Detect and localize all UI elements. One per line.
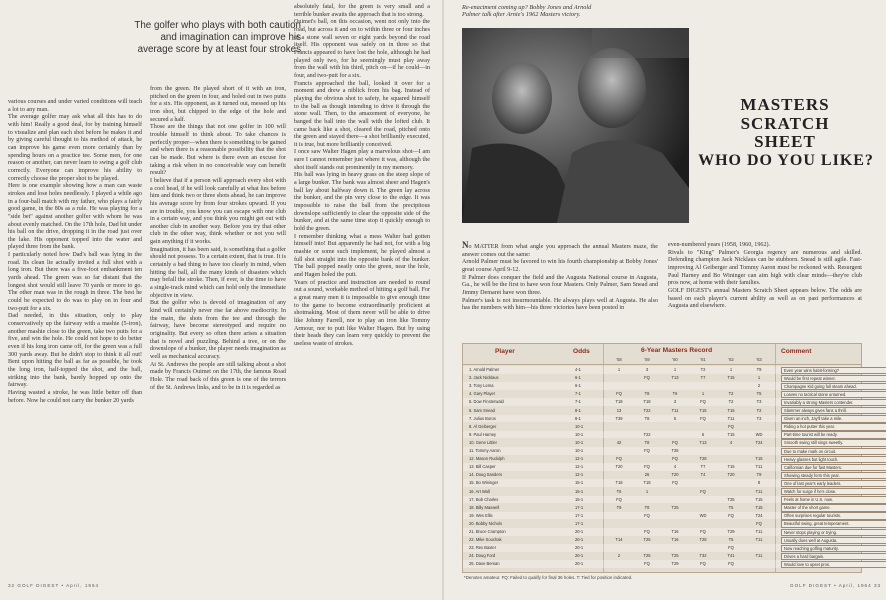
record-cell: FQ — [644, 529, 650, 534]
player-comment: Usually does well at Augusta. — [781, 537, 886, 544]
player-comment: Even year wins habit-forming? — [781, 367, 886, 374]
article-column-1: various courses and under varied conditions will teach a lot to any man. The average golfer may ask what all this has to do with him! Really a good deal, for by training himself to visualize and plan each shot before he makes it and by giving careful thought to his method of attack, he can improve his game even more certainly than by spending hours on a practice tee. Some men, for one reason or another, can never learn to swing a golf club correctly. Everyone can improve his ability to correctly choose the proper shot to be played. Here is one example showing how a man can waste strokes and lose holes needlessly. I played a while ago in a four-ball match with my father, who plays a fairly good game, in the 80s as a rule. He was playing for a "side bet" against another golfer with whom he was about evenly matched. On the 17th hole, Dad hit under his ball on the drive, dropping it in the road just over the lake. His opponent topped into the water and played three from the bank. I particularly noted how Dad's ball was lying in the road. Its clean lie actually invited a full shot with a long iron. But there was a five-foot embankment ten yards ahead. The green was so far distant that the longest shot would still leave 70 yards or more to go. The other man was in the rough in three. The best he could be expected to do was to play on in four and two-putt for a six. Dad needed, in this situation, only to play conservatively up the fairway with a mashie (5-iron), another mashie close to the green, take two putts for a five, and win the hole. He could not hope to do better even if his long iron came off, for the green was a full 300 yards away. But he didn't stop to think it all out! Bent upon hitting the ball as far as possible, he took the long iron, half-topped the shot, and the ball, striking into the bank, barely hopped up onto the fairway. Having wasted a stroke, he was little better off than before. Now he could not carry the bunker 20 yards — [8, 99, 142, 404]
player-name: 7. Julius Boros — [469, 415, 496, 421]
player-odds: 20-1 — [575, 537, 584, 543]
record-cell: FQ — [756, 520, 762, 526]
record-cell: T3 — [756, 399, 762, 405]
table-footnote: *Denotes amateur. FQ: Failed to qualify for final 36 holes. T: Tied for position indicated. — [464, 575, 633, 580]
record-cell: T20 — [615, 464, 623, 470]
player-comment: Slammer always gives fans a thrill. — [781, 407, 886, 414]
record-cell: 1 — [617, 367, 621, 372]
table-row — [463, 415, 861, 423]
player-name: 16. Art Wall — [469, 488, 490, 494]
player-name: 6. Sam Snead — [469, 407, 495, 413]
record-cell: T9 — [756, 472, 762, 478]
player-comment: Now reaching golfing maturity. — [781, 545, 886, 552]
player-name: 19. Wes Ellis — [469, 512, 493, 518]
record-cell: T25 — [671, 448, 679, 453]
player-odds: 20-1 — [575, 545, 584, 551]
record-cell: T20 — [727, 472, 735, 478]
player-odds: 7-1 — [575, 391, 581, 397]
player-odds: 17-1 — [575, 504, 584, 510]
table-row — [463, 455, 861, 463]
record-cell: FQ — [644, 375, 650, 381]
year-1959: '59 — [644, 357, 650, 362]
table-row — [463, 407, 861, 415]
record-cell: T39 — [615, 415, 623, 421]
table-row — [463, 390, 861, 398]
record-cell: T11 — [755, 529, 763, 534]
player-comment: Loaves no tactical stone unturned. — [781, 391, 886, 398]
player-name: 20. Bobby Nichols — [469, 520, 502, 526]
who-do-you-like-headline: WHO DO YOU LIKE? — [698, 152, 874, 169]
table-row — [463, 398, 861, 406]
year-1961: '61 — [700, 357, 706, 362]
photo-caption: Re-enactment coming up? Bobby Jones and Arnold Palmer talk after Arnie's 1962 Masters victory. — [462, 4, 592, 19]
player-odds: 12-1 — [575, 472, 584, 478]
record-cell: 4 — [729, 439, 733, 445]
record-cell: T13 — [671, 375, 679, 381]
table-row — [463, 520, 861, 528]
player-comment: Part-time tourist will be ready. — [781, 431, 886, 438]
player-comment: Would be first repeat winner. — [781, 375, 886, 382]
headline-line-1: MASTERS — [740, 95, 830, 114]
record-cell: T7 — [700, 464, 706, 470]
drop-cap: N — [462, 240, 469, 250]
record-cell: 13 — [616, 407, 622, 413]
record-cell: T29 — [727, 529, 735, 534]
player-name: 10. Gene Littler — [469, 439, 497, 445]
record-cell: FQ — [728, 545, 734, 551]
table-row — [463, 528, 861, 536]
player-name: 4. Gary Player — [469, 391, 496, 397]
player-comment: Due to make mark on circuit. — [781, 448, 886, 455]
record-cell: T16 — [671, 529, 679, 534]
player-odds: 10-1 — [575, 423, 584, 429]
record-cell: T16 — [671, 537, 679, 543]
player-odds: 10-1 — [575, 439, 584, 445]
record-cell: T29 — [671, 561, 679, 567]
header-odds: Odds — [573, 348, 590, 355]
record-cell: FQ — [672, 480, 678, 486]
record-cell: T8 — [644, 415, 650, 421]
player-odds: 6-1 — [575, 375, 581, 381]
record-cell: FQ — [728, 512, 734, 518]
player-name: 8. Al Geiberger — [469, 423, 497, 429]
record-cell: 1 — [701, 391, 705, 397]
record-cell: T6 — [616, 488, 622, 494]
player-comment: Californian due for fast Masters. — [781, 464, 886, 471]
record-cell: T25 — [643, 537, 651, 543]
record-cell: T5 — [728, 537, 734, 543]
table-row — [463, 496, 861, 504]
player-name: 25. Dave Beman — [469, 561, 500, 567]
record-cell: FQ — [700, 529, 706, 534]
player-comment: One of last year's early leaders. — [781, 480, 886, 487]
record-cell: T2 — [728, 391, 734, 397]
player-comment: Master of the short game. — [781, 504, 886, 511]
player-name: 23. Rex Baxter — [469, 545, 497, 551]
record-cell: T22 — [643, 407, 651, 413]
player-comment: Often surprises regular tourists. — [781, 512, 886, 519]
record-cell: WD — [699, 512, 707, 518]
header-record: 6-Year Masters Record — [641, 347, 713, 354]
table-row — [463, 439, 861, 447]
record-cell: 42 — [616, 439, 622, 445]
player-odds: 20-1 — [575, 561, 584, 567]
player-name: 11. Tommy Aaron — [469, 448, 501, 453]
record-cell: 1 — [645, 488, 649, 494]
player-odds: 6-1 — [575, 383, 581, 389]
year-1958: '58 — [616, 357, 622, 362]
record-cell: T15 — [755, 456, 763, 462]
record-cell: 4 — [673, 464, 677, 470]
record-cell: T2 — [756, 407, 762, 413]
year-1960: '60 — [672, 357, 678, 362]
record-cell: T11 — [671, 407, 679, 413]
record-cell: T14 — [615, 537, 623, 543]
record-cell: T15 — [727, 431, 735, 437]
player-name: 22. Mike Souchak — [469, 537, 502, 543]
record-cell: T11 — [755, 464, 763, 470]
record-cell: T25 — [727, 496, 735, 502]
article-column-3: absolutely fatal, for the green is very small and a terrible bunker awaits the approach that is too strong. Ouimet's ball, on this occasion, went not only into the road, but across it and on to within three or four inches of a stone wall seven or eight yards beyond the road itself. His opponent was safely on in three so that Francis appeared to have lost the hole, although he had played only two, for he seemingly must play away from the wall with his third, pitch on—if he could—in four, and two-putt for a six. Francis approached the ball, looked it over for a moment and drew a niblick from his bag. Instead of playing the obvious shot to safety, he squared himself to the ball as though intending to drive it through the stone wall. Then, to the amazement of everyone, he banged the ball into the wall with the lofted club. It came back like a shot, cleared the road, pitched onto the green and stayed there—a shot brilliantly executed, it is true, but more brilliantly conceived. I once saw Walter Hagen play a marvelous shot—I am sure I cannot remember just where it was, although the shot itself stands out prominently in my memory. His ball was lying in heavy grass on the steep slope of a large bunker. The bank was almost sheer and Hagen's ball lay about halfway down it. The green lay across the bunker, and the pin very close to the edge. It was impossible to raise the ball from the precipitous downslope sufficiently to clear the opposite side of the bunker, and at the same time stop it quickly enough to hold the green. I remember thinking what a mess Walter had gotten himself into! But apparently he had not, for with a big mashie or some such implement, he played almost a full shot straight into the opposite bank of the bunker. The ball popped neatly onto the green, near the hole, and Hagen holed the putt. Years of practice and instruction are needed to round out a sound, workable method of hitting a golf ball. For a great many men it is impossible to give enough time to the game to become extraordinarily proficient at shotmaking. Most of them never will be able to drive like Johnny Farrell, nor to play an iron like Tommy Armour, nor to putt like Walter Hagen. But by using their heads they can learn very quickly to prevent the useless waste of strokes. — [294, 4, 430, 347]
player-name: 24. Doug Ford — [469, 553, 496, 559]
masters-body-col-2: even-numbered years (1958, 1960, 1962). Rivals to "King" Palmer's Georgia regency are numerous and skilled. Defending champion Jack Nicklaus can be stubborn. Snead is still agile. Fast-improving Al Geiberger and Tommy Aaron must be reckoned with. Resurgent Paul Harney and Bo Wininger can aim high with clear minds—they're club pros now, at home with their families. GOLF DIGEST's annual Masters Scratch Sheet appears below. The odds are based on each player's current ability as well as on past performances at Augusta and elsewhere. — [668, 242, 862, 310]
record-cell: WD — [755, 431, 763, 437]
record-cell: 3 — [645, 367, 649, 372]
record-cell: FQ — [644, 561, 650, 567]
player-odds: 10-1 — [575, 448, 584, 453]
record-cell: T5 — [728, 504, 734, 510]
record-cell: T5 — [756, 391, 762, 397]
record-cell: T6 — [672, 391, 678, 397]
player-odds: 15-1 — [575, 488, 584, 494]
player-name: 13. Bill Casper — [469, 464, 496, 470]
header-player: Player — [495, 348, 515, 355]
player-odds: 7-1 — [575, 399, 581, 405]
table-row — [463, 479, 861, 487]
table-row — [463, 552, 861, 560]
year-1963: '63 — [756, 357, 762, 362]
player-odds: 8-1 — [575, 415, 581, 421]
table-header-rule — [463, 364, 861, 365]
player-comment: Invariably a strong Masters contender. — [781, 399, 886, 406]
record-cell: T3 — [756, 415, 762, 421]
record-cell: T25 — [671, 553, 679, 559]
player-comment: Riding a hot putter this year. — [781, 423, 886, 430]
record-cell: T11 — [755, 553, 763, 559]
record-cell: FQ — [644, 464, 650, 470]
player-comment: Given an inch, Jay'll take a mile. — [781, 415, 886, 422]
record-cell: 5 — [673, 415, 677, 421]
record-cell: T18 — [643, 480, 651, 486]
player-odds: 12-1 — [575, 456, 584, 462]
player-name: 9. Paul Harney — [469, 431, 497, 437]
record-cell: T15 — [727, 464, 735, 470]
player-odds: 20-1 — [575, 529, 584, 534]
record-cell: T20 — [671, 472, 679, 478]
player-comment: Smooth swing still sings sweetly. — [781, 439, 886, 446]
player-comment: Would love to upset pros. — [781, 561, 886, 568]
header-comment: Comment — [781, 348, 812, 355]
player-name: 18. Billy Maxwell — [469, 504, 500, 510]
table-row — [463, 536, 861, 544]
record-cell: T8 — [644, 439, 650, 445]
record-cell: T8 — [644, 391, 650, 397]
record-cell: FQ — [616, 496, 622, 502]
record-cell: T11 — [755, 537, 763, 543]
player-comment: Watch for surge if he's close. — [781, 488, 886, 495]
masters-body-col-1 — [462, 242, 658, 337]
record-cell: FQ — [700, 415, 706, 421]
player-odds: 8-1 — [575, 407, 581, 413]
table-row — [463, 382, 861, 390]
record-cell: T2 — [700, 367, 706, 372]
record-cell: 6 — [701, 431, 705, 437]
record-cell: T28 — [699, 456, 707, 462]
record-cell: T9 — [756, 367, 762, 372]
record-cell: FQ — [700, 399, 706, 405]
record-cell: 2 — [757, 383, 761, 389]
record-cell: FQ — [672, 439, 678, 445]
player-name: 1. Arnold Palmer — [469, 367, 500, 372]
masters-headline — [710, 96, 860, 152]
record-cell: 2 — [617, 553, 621, 559]
record-cell: T8 — [644, 504, 650, 510]
record-cell: T15 — [755, 496, 763, 502]
record-cell: T18 — [615, 480, 623, 486]
year-1962: '62 — [728, 357, 734, 362]
palmer-jones-photo — [462, 28, 689, 223]
record-cell: T25 — [671, 504, 679, 510]
record-cell: FQ — [700, 488, 706, 494]
player-odds: 17-1 — [575, 520, 584, 526]
record-cell: T9 — [616, 504, 622, 510]
record-cell: T15 — [727, 407, 735, 413]
player-odds: 12-1 — [575, 464, 584, 470]
record-cell: 3 — [673, 399, 677, 405]
record-cell: FQ — [644, 448, 650, 453]
table-row — [463, 447, 861, 455]
player-odds: 17-1 — [575, 512, 584, 518]
player-odds: 15-1 — [575, 480, 584, 486]
table-row — [463, 512, 861, 520]
record-cell: FQ — [700, 561, 706, 567]
record-cell: T25 — [643, 553, 651, 559]
table-row — [463, 544, 861, 552]
player-name: 17. Bob Charles — [469, 496, 499, 502]
page-gutter — [442, 0, 444, 600]
player-odds: 10-1 — [575, 431, 584, 437]
player-comment: Drives a hard bargain. — [781, 553, 886, 560]
record-cell: T24 — [755, 439, 763, 445]
record-cell: 1 — [729, 367, 733, 372]
record-cell: T18 — [615, 399, 623, 405]
record-cell: T15 — [755, 504, 763, 510]
player-odds: 20-1 — [575, 553, 584, 559]
masters-body-text-1: o MATTER from what angle you approach the annual Masters maze, the answer comes out the same: Arnold Palmer must be favored to win his fourth championship at Bobby Jones' great course April 9-12. If Palmer does conquer the field and the Augusta National course in Augusta, Ga., he will be the first to have won four Masters. Only Palmer, Sam Snead and Jimmy Demaret have won three. Palmer's task is not insurmountable. He always plays well at Augusta. He also has the numbers with him—his three victories have been posted in — [462, 244, 658, 312]
table-row — [463, 463, 861, 471]
table-row — [463, 560, 861, 568]
right-folio: GOLF DIGEST • April, 1964 33 — [790, 583, 882, 588]
player-odds: 4-1 — [575, 367, 581, 372]
headline-line-2: SCRATCH — [740, 113, 830, 133]
record-cell: FQ — [644, 512, 650, 518]
record-cell: FQ — [616, 391, 622, 397]
record-cell: FQ — [672, 456, 678, 462]
table-row — [463, 374, 861, 382]
player-name: 3. Tony Lema — [469, 383, 494, 389]
player-comment: Champagne Kid going full steam ahead. — [781, 383, 886, 390]
record-cell: T41 — [727, 553, 735, 559]
record-cell: T7 — [700, 375, 706, 381]
table-row — [463, 423, 861, 431]
table-row — [463, 504, 861, 512]
record-cell: T11 — [755, 488, 763, 494]
player-comment: Never stops playing or trying. — [781, 529, 886, 536]
record-cell: T4 — [700, 472, 706, 478]
record-cell: T32 — [699, 553, 707, 559]
record-cell: T15 — [727, 375, 735, 381]
record-cell: 1 — [757, 375, 761, 381]
player-odds: 15-1 — [575, 496, 584, 502]
record-cell: FQ — [616, 456, 622, 462]
record-cell: T22 — [643, 431, 651, 437]
player-name: 14. Doug Sanders — [469, 472, 502, 478]
player-comment: Heavy glasses but light touch. — [781, 456, 886, 463]
record-cell: T24 — [755, 512, 763, 518]
record-cell: T28 — [699, 537, 707, 543]
record-cell: 8 — [757, 480, 761, 486]
player-name: 5. Dow Finsterwald — [469, 399, 504, 405]
record-cell: T15 — [699, 407, 707, 413]
table-row — [463, 366, 861, 374]
article-column-2: from the green. He played short of it with an iron, pitched on the green in four, and holed out in two putts for a six. His opponent, as it turned out, messed up his iron shot, but chipped to the edge of the hole and secured a half. Those are the things that not one golfer in 100 will trouble himself to think about. To take chances is perfectly proper—when there is something to be gained and when there is a reasonable possibility that the shot can be made. But where is there even an excuse for taking a risk when in no conceivable way can benefit result? I believe that if a person will approach every shot with a cool head, if he will look carefully at what lies before him and think two or three shots ahead, he can improve his average score by from four strokes upward. If you are in trouble, you know you can escape with one club in a certain way, and you think you might get out with another club in another way. Before you try that other club in the other way, think whether or not you will gain anything if it works. Imagination, it has been said, is something that a golfer should not possess. To a certain extent, that is true. It is certainly a bad thing to have too clearly in mind, when hitting the ball, all the many kinds of disasters which may befall the stroke. Then, if ever, is the time to have a single-track mind which can hold only the immediate objective in view. But the golfer who is devoid of imagination of any kind will certainly never rise far above mediocrity. In the main, the shots from the tee and through the fairway, have become stereotyped and require no originality. But every so often there arises a situation that is novel and puzzling. Behind a tree, or on the downslope of a bunker, the player needs imagination as well as mechanical accuracy. At St. Andrews the people are still talking about a shot made by Francis Ouimet on the 17th, the famous Road Hole. The road back of this green is one of the terrors of the St. Andrews links, and to be in it is regarded as — [150, 86, 286, 391]
player-name: 12. Mason Rudolph — [469, 456, 505, 462]
record-cell: T11 — [727, 415, 735, 421]
scratch-sheet-table — [462, 343, 862, 573]
article-lede: The golfer who plays with both caution and imagination can improve his average score by at least four strokes — [134, 20, 301, 55]
table-row — [463, 471, 861, 479]
table-row — [463, 488, 861, 496]
record-cell: FQ — [728, 561, 734, 567]
left-folio: 32 GOLF DIGEST • April, 1964 — [8, 583, 100, 588]
record-cell: T13 — [699, 439, 707, 445]
player-name: 15. Bo Wininger — [469, 480, 499, 486]
table-row — [463, 431, 861, 439]
record-cell: 1 — [673, 367, 677, 372]
headline-line-3: SHEET — [754, 132, 816, 151]
record-cell: T18 — [643, 399, 651, 405]
record-cell: FQ — [728, 423, 734, 429]
player-comment: Feels at home in U.S. now. — [781, 496, 886, 503]
player-name: 21. Bruce Crampton — [469, 529, 506, 534]
player-comment: Showing steady form this year. — [781, 472, 886, 479]
record-cell: T2 — [728, 399, 734, 405]
player-name: 2. Jack Nicklaus — [469, 375, 499, 381]
player-comment: Beautiful swing, great temperament. — [781, 520, 886, 527]
record-cell: 26 — [644, 472, 650, 478]
